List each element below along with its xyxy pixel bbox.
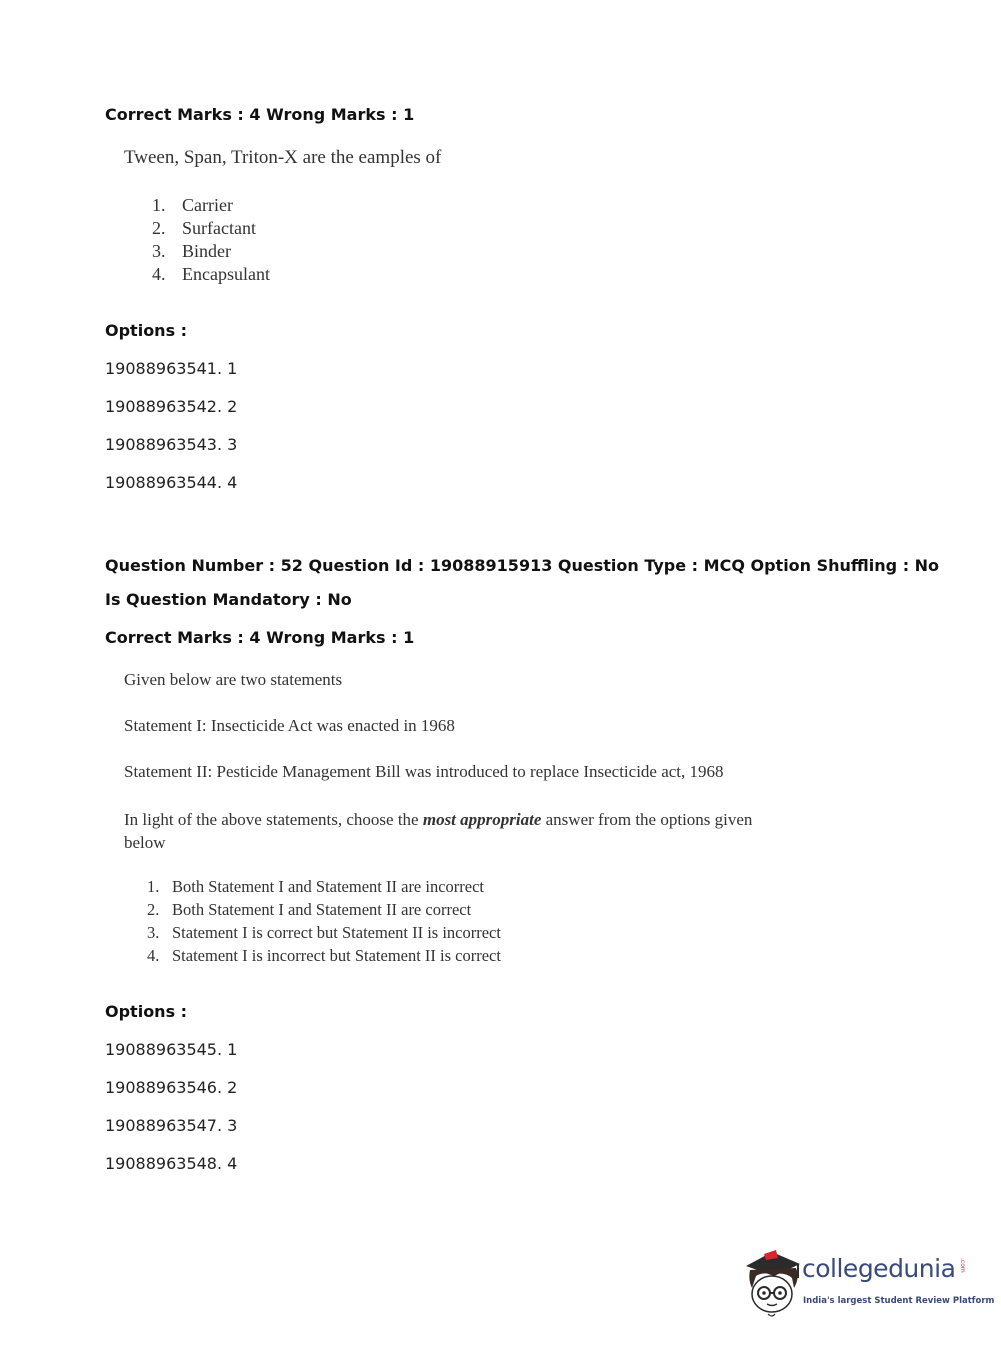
- logo-suffix: .com: [959, 1258, 966, 1273]
- q1-option-2: 19088963542. 2: [105, 397, 238, 416]
- q2-instruction: In light of the above statements, choose the most appropriate answer from the options given below: [124, 810, 753, 852]
- q2-choice: 4. Statement I is incorrect but Statement II is correct: [147, 946, 501, 965]
- q1-option-3: 19088963543. 3: [105, 435, 238, 454]
- q2-mandatory-line: Is Question Mandatory : No: [105, 590, 352, 609]
- q2-intro: Given below are two statements: [124, 670, 343, 689]
- q2-option-4: 19088963548. 4: [105, 1154, 238, 1173]
- q2-instruction-emphasis: most appropriate: [422, 810, 542, 829]
- q1-choice: 1. Carrier: [152, 195, 233, 215]
- q2-option-2: 19088963546. 2: [105, 1078, 238, 1097]
- q1-choice-list: [152, 194, 270, 286]
- q2-header-line: Question Number : 52 Question Id : 19088915913 Question Type : MCQ Option Shuffling : No: [105, 556, 940, 575]
- q2-option-3: 19088963547. 3: [105, 1116, 238, 1135]
- q1-choice: 3. Binder: [152, 241, 231, 261]
- q2-statement-1: Statement I: Insecticide Act was enacted in 1968: [124, 716, 455, 735]
- q2-choice-list: [147, 875, 501, 967]
- q2-statement-2: Statement II: Pesticide Management Bill was introduced to replace Insecticide act, 1968: [124, 762, 724, 781]
- mascot-icon: [742, 1248, 802, 1318]
- q1-marks-line: Correct Marks : 4 Wrong Marks : 1: [105, 105, 415, 124]
- collegedunia-logo: [742, 1248, 995, 1318]
- q1-option-4: 19088963544. 4: [105, 473, 238, 492]
- q2-option-1: 19088963545. 1: [105, 1040, 238, 1059]
- q2-marks-line: Correct Marks : 4 Wrong Marks : 1: [105, 628, 415, 647]
- q1-choice: 4. Encapsulant: [152, 264, 270, 284]
- logo-tagline: India's largest Student Review Platform: [803, 1296, 995, 1306]
- q1-options-label: Options :: [105, 321, 188, 340]
- q2-choice: 2. Both Statement I and Statement II are correct: [147, 900, 472, 919]
- logo-wordmark: collegedunia: [802, 1254, 956, 1283]
- q1-stem: Tween, Span, Triton-X are the eamples of: [124, 147, 442, 168]
- q2-options-label: Options :: [105, 1002, 188, 1021]
- q2-choice: 1. Both Statement I and Statement II are incorrect: [147, 877, 485, 896]
- q1-choice: 2. Surfactant: [152, 218, 256, 238]
- q2-choice: 3. Statement I is correct but Statement II is incorrect: [147, 923, 501, 942]
- q1-option-1: 19088963541. 1: [105, 359, 238, 378]
